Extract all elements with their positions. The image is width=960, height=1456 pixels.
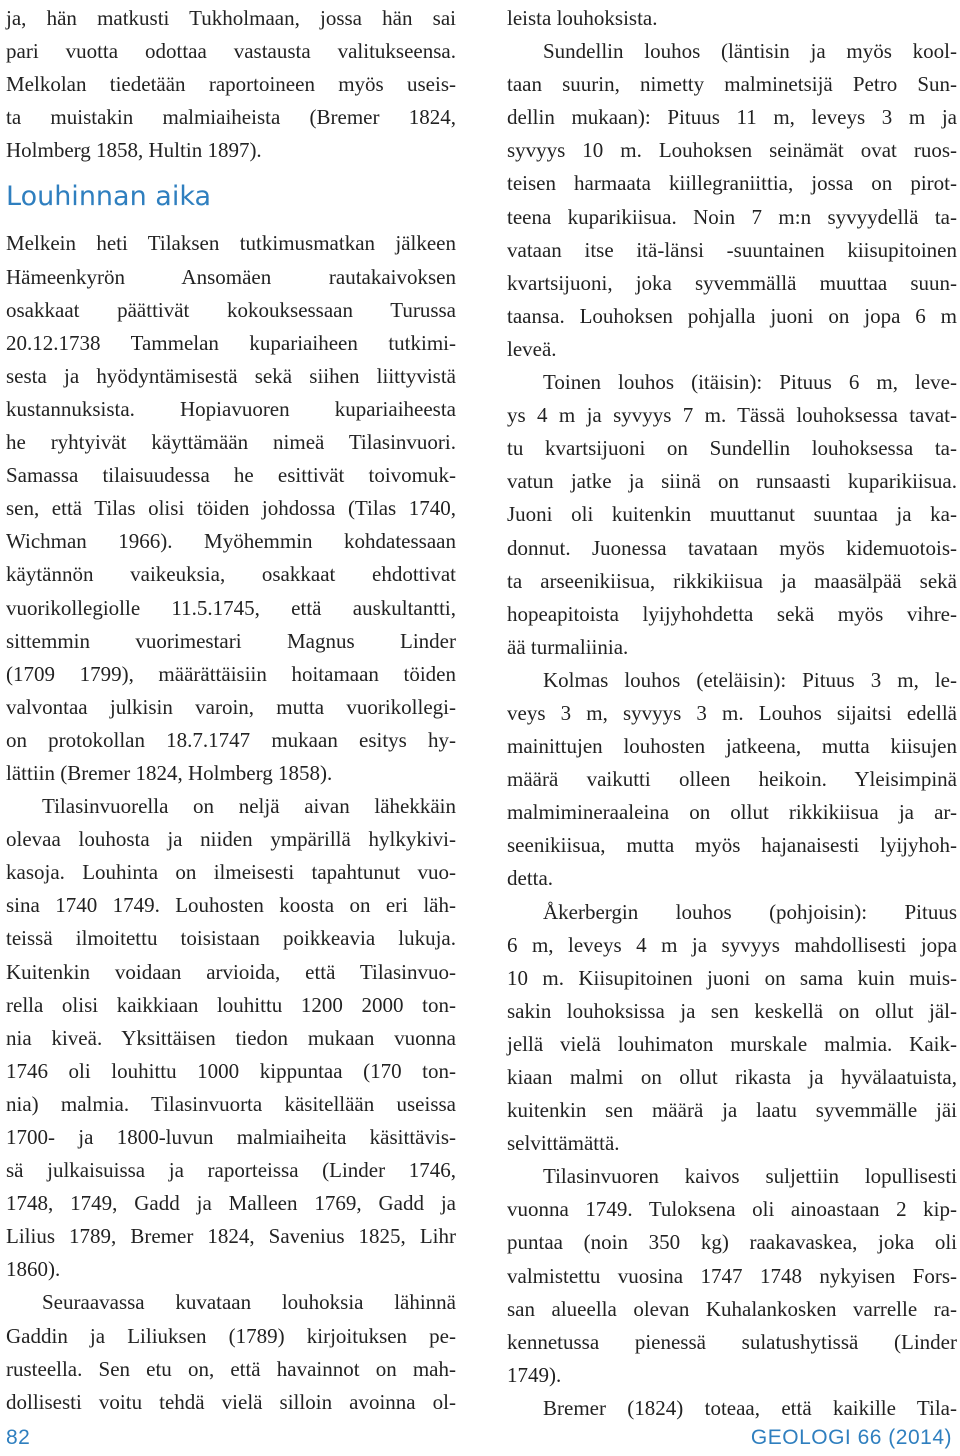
text-line: osakkaat päättivät kokouksessaan Turussa	[6, 297, 456, 322]
text-line: mainittujen louhosten jatkeena, mutta kiisujen	[507, 734, 957, 759]
text-line: 1748, 1749, Gadd ja Malleen 1769, Gadd ja	[6, 1191, 456, 1216]
text-line: ää turmaliinia.	[507, 634, 629, 659]
text-line: malmimineraaleina on ollut rikkikiisua ja ar-	[507, 800, 957, 825]
text-line: 1860).	[6, 1257, 61, 1282]
text-line: Kolmas louhos (eteläisin): Pituus 3 m, le-	[543, 667, 957, 692]
text-line: Kuitenkin voidaan arvioida, että Tilasinvuo-	[6, 959, 456, 984]
paragraph	[507, 664, 957, 896]
text-line: taansa. Louhoksen pohjalla juoni on jopa 6 m	[507, 303, 957, 328]
text-line: kuitenkin sen määrä ja laatu syvemmälle jäi	[507, 1098, 957, 1123]
text-line: teena kuparikiisua. Noin 7 m:n syvyydellä ta-	[507, 204, 957, 229]
text-line: san alueella olevan Kuhalankosken varrelle ra-	[507, 1296, 957, 1321]
text-line: ta arseenikiisua, rikkikiisua ja maasälpää sekä	[507, 568, 957, 593]
paragraph	[507, 896, 957, 1161]
text-line: kustannuksista. Hopiavuoren kupariaiheesta	[6, 396, 456, 421]
text-line: Samassa tilaisuudessa he esittivät toivomuk-	[6, 463, 456, 488]
text-line: on protokollan 18.7.1747 mukaan esitys hy-	[6, 727, 456, 752]
text-line: sakin louhoksissa ja sen keskellä on ollut jäl-	[507, 998, 957, 1023]
journal-citation: GEOLOGI 66 (2014)	[750, 1426, 952, 1449]
text-line: Sundellin louhos (läntisin ja myös kool-	[543, 39, 957, 64]
right-column	[507, 2, 957, 1425]
text-line: rusteella. Sen etu on, että havainnot on mah-	[6, 1356, 456, 1381]
section-heading: Louhinnan aika	[6, 181, 212, 213]
text-line: sittemmin vuorimestari Magnus Linder	[6, 628, 456, 653]
text-line: taan suurin, nimetty malminetsijä Petro Sun-	[507, 72, 957, 97]
text-line: teisen harmaata kiillegraniittia, jossa on pirot-	[507, 171, 957, 196]
text-line: dellin mukaan): Pituus 11 m, leveys 3 m ja	[507, 105, 957, 130]
text-line: Melkein heti Tilaksen tutkimusmatkan jälkeen	[6, 231, 456, 256]
text-line: Wichman 1966). Myöhemmin kohdatessaan	[6, 529, 456, 554]
text-line: Holmberg 1858, Hultin 1897).	[6, 138, 262, 163]
text-line: lättiin (Bremer 1824, Holmberg 1858).	[6, 760, 333, 785]
text-line: (1709 1799), määrättäisiin hoitamaan töiden	[6, 661, 456, 686]
text-line: 1700- ja 1800-luvun malmiaiheita käsittävis-	[6, 1125, 456, 1149]
text-line: rella olisi kaikkiaan louhittu 1200 2000 ton-	[6, 992, 456, 1017]
text-line: puntaa (noin 350 kg) raakavaskea, joka oli	[507, 1230, 957, 1255]
text-line: olevaa louhosta ja niiden ympärillä hylkykivi-	[6, 827, 456, 852]
paragraph	[507, 366, 957, 664]
paragraph	[6, 227, 456, 790]
paragraph	[507, 35, 957, 366]
text-line: vuorikollegiolle 11.5.1745, että auskultantti,	[6, 595, 456, 620]
text-line: vataan itse itä-länsi -suuntainen kiisupitoinen	[507, 237, 957, 262]
text-line: syvyys 10 m. Louhoksen seinämät ovat ruos-	[507, 138, 957, 163]
text-line: donnut. Juonessa tavataan myös kidemuotois-	[507, 535, 957, 560]
paragraph	[507, 1160, 957, 1392]
text-line: kvartsijuoni, joka syvemmällä muuttaa suun-	[507, 270, 957, 295]
text-line: sen, että Tilas olisi töiden johdossa (Tilas 1740,	[6, 496, 456, 521]
text-line: sä julkaisuissa ja raporteissa (Linder 1746,	[6, 1158, 456, 1183]
text-line: Lilius 1789, Bremer 1824, Savenius 1825, Lihr	[6, 1224, 456, 1249]
paragraph	[6, 2, 456, 167]
text-line: pari vuotta odottaa vastausta valitukseensa.	[6, 39, 456, 64]
text-line: ja, hän matkusti Tukholmaan, jossa hän sai	[6, 6, 456, 30]
page-number: 82	[6, 1426, 31, 1449]
left-column	[6, 2, 456, 1419]
text-line: Bremer (1824) toteaa, että kaikille Tila-	[543, 1395, 957, 1420]
text-line: seenikiisua, mutta myös hajanaisesti lyijyhoh-	[507, 833, 957, 858]
text-line: ys 4 m ja syvyys 7 m. Tässä louhoksessa tavat-	[507, 403, 957, 428]
text-line: leveä.	[507, 336, 557, 361]
text-line: nia kiveä. Yksittäisen tiedon mukaan vuonna	[6, 1025, 456, 1050]
text-line: Toinen louhos (itäisin): Pituus 6 m, leve-	[543, 370, 957, 395]
paragraph	[6, 790, 456, 1286]
text-line: leista louhoksista.	[507, 6, 658, 30]
paragraph	[507, 2, 957, 35]
text-line: tu kvartsijuoni on Sundellin louhoksessa ta-	[507, 436, 957, 461]
text-line: 1749).	[507, 1362, 562, 1387]
text-line: sesta ja hyödyntämisestä sekä siihen liittyvistä	[6, 363, 456, 388]
text-line: teissä ilmoitettu toisistaan poikkeavia lukuja.	[6, 926, 456, 951]
text-line: kiaan malmi on ollut rikasta ja hyvälaatuista,	[507, 1065, 957, 1089]
text-line: Gaddin ja Liliuksen (1789) kirjoituksen pe-	[6, 1323, 456, 1348]
text-line: 1746 oli louhittu 1000 kippuntaa (170 ton-	[6, 1058, 456, 1083]
text-line: 10 m. Kiisupitoinen juoni on sama kuin muis-	[507, 965, 957, 990]
text-line: vuonna 1749. Tuloksena oli ainoastaan 2 kip-	[507, 1197, 957, 1222]
paragraph	[507, 1392, 957, 1425]
text-line: käytännön vaikeuksia, osakkaat ehdottivat	[6, 562, 456, 587]
text-line: 20.12.1738 Tammelan kupariaiheen tutkimi-	[6, 330, 456, 355]
text-line: määrä vaikutti olleen heikoin. Yleisimpinä	[507, 767, 957, 792]
text-line: Tilasinvuoren kaivos suljettiin lopullisesti	[543, 1164, 957, 1189]
text-line: sina 1740 1749. Louhosten koosta on eri läh-	[6, 893, 456, 918]
text-line: nia) malmia. Tilasinvuorta käsitellään useissa	[6, 1091, 456, 1116]
text-line: veys 3 m, syvyys 3 m. Louhos sijaitsi edellä	[507, 700, 957, 725]
text-line: Åkerbergin louhos (pohjoisin): Pituus	[543, 899, 957, 924]
text-line: Melkolan tiedetään raportoineen myös useis-	[6, 72, 456, 97]
text-line: jellä vielä louhimaton murskale malmia. Kaik-	[507, 1031, 957, 1056]
text-line: hopeapitoista lyijyhohdetta sekä myös vihre-	[507, 601, 957, 626]
text-line: Hämeenkyrön Ansomäen rautakaivoksen	[6, 264, 456, 289]
text-line: detta.	[507, 866, 554, 891]
text-line: Tilasinvuorella on neljä aivan lähekkäin	[42, 794, 456, 819]
text-line: Seuraavassa kuvataan louhoksia lähinnä	[42, 1290, 456, 1315]
text-line: valvontaa julkisin varoin, mutta vuorikollegi-	[6, 694, 456, 719]
text-line: vatun jatke ja siinä on runsaasti kuparikiisua.	[507, 469, 957, 494]
paragraph	[6, 1286, 456, 1418]
text-line: dollisesti voitu tehdä vielä silloin avoinna ol-	[6, 1389, 456, 1414]
text-line: kasoja. Louhinta on ilmeisesti tapahtunut vuo-	[6, 860, 456, 885]
text-line: he ryhtyivät käyttämään nimeä Tilasinvuori.	[6, 430, 456, 455]
text-line: kennetussa pienessä sulatushytissä (Linder	[507, 1329, 957, 1354]
text-line: 6 m, leveys 4 m ja syvyys mahdollisesti jopa	[507, 932, 957, 957]
text-line: Juoni oli kuitenkin muuttanut suuntaa ja ka-	[507, 502, 957, 527]
text-line: ta muistakin malmiaiheista (Bremer 1824,	[6, 105, 456, 130]
text-line: selvittämättä.	[507, 1131, 620, 1156]
text-line: valmistettu vuosina 1747 1748 nykyisen Fors-	[507, 1263, 957, 1288]
